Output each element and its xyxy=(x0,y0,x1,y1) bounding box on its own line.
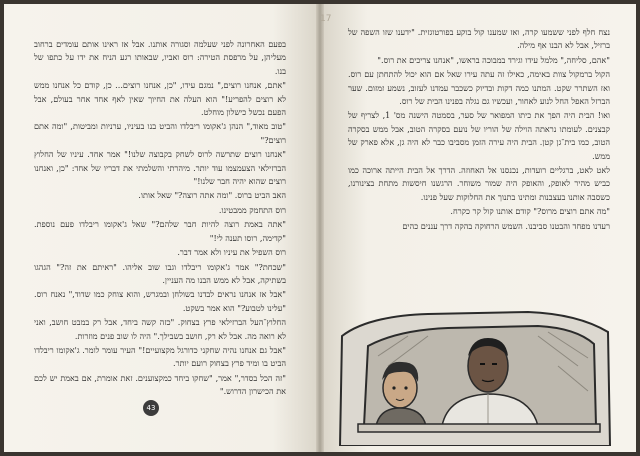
paragraph: "אתם, אנחנו רוצים," נמגם עידו, "כן, אנחנו רוצים... כן, קודם כל אנחנו ממש לא רוצים להפריע!" הוא העלה את החיוך שאין לאף אחד אחר בעולם, אבל הפעם נכשל כישלון מוחלט. xyxy=(34,80,286,118)
left-page xyxy=(4,4,320,452)
paragraph: בפעם האחרונה לפני שעלמה וסגורה אותנו. אבל אז ראינו אותם עומדים ברחוב מעליהן, על מרפסת הטירה: רוס ואביו, שבאותו רגע הניח את ידו על כתפו של בנו. xyxy=(34,39,286,76)
paragraph: לאט לאט, ברגליים רועדות, נכנסנו אל האחוזה. הדרך אל הבית הייתה ארוכה כמו כביש מהיר לאופק, והאופק היה שמור משוחר. הרגשנו חיסשות מתחת בצינורנו, כשסבה אותנו בעצבנות ומתינו בתנוך את החלוקות שעל פנינו. xyxy=(348,165,610,202)
paragraph: רעדנו מפחד והבטנו סביבנו. השמש הרחוקה בהקה דרך עננים כהים xyxy=(402,220,610,231)
paragraph: רוס התחמק ממבטינו. xyxy=(218,204,286,215)
paragraph: "אבל אז אנחנו נראים לבדנו בשולחן ובמגרש, והוא צוחק כמו שדוד," נאנח רוס. "עלינו לטבוע?" הוא אמר בשקט. xyxy=(34,289,286,313)
book-gutter xyxy=(316,4,324,452)
paragraph: "אהם, סליחה," מלמל עידו וגירד במבוכה בראשו, "אנחנו צריכים את רוס." xyxy=(377,54,610,65)
paragraph: האב הביט ברוס. "ומה אתה רוצה?" שאל אותו. xyxy=(138,190,286,201)
paragraph: "מה אתם רוצים מרוס?" קודם אותנו קול קר כקרח. xyxy=(450,206,610,217)
paragraph: ואו! הבית היה הפך את כיתו המפואר של סער, בסמטה הישנה מס' 1, לצריף של קבצנים. לעומתו נראתה הוילה של הוריו של נועם בסקרה הטוב, אבל ממש בסקרה הטוב, כמו בית־גן קטן. הבית היה עירה הזמן מסביבו כבר לא היה גן, אלא פארק של ממש. xyxy=(348,110,610,161)
paragraph: הקול ברמקול צוות באימה, כאילו זה עתה עירו שאל אם הוא יכול להתחתן עם רוס. ואז השתרר שקט. המתנו כמה דקות ובדיוק כשכבר עמדנו לעזוב, נשמע זמזום. שער הברזל האפל החל לנוע לאחור, ועכשיו גם נגלה בפנינו הבית של רוס. xyxy=(348,69,610,107)
paragraph: החלוץ־העל הברזילאי פרץ בצחוק. "כזה קשה ביחד, אבל רק במבט חושב, ואני לא רואה מה. אבל לא רק, חושב בשבילך." היה לו שוב פנים מוזרות. xyxy=(34,317,286,341)
pencil-mark: 17 xyxy=(320,14,332,24)
paragraph: רוס השפיל את עיניו ולא אמר דבר. xyxy=(177,247,286,258)
car-window-illustration xyxy=(338,296,614,446)
paragraph: "אנחנו רוצים שתרשה לרוס לשחק בקבוצה שלנו!" אמר אחד. עיניו של החלוץ הברזילאי הצעמצמו עוד יותר. מיהרתי והשלמתי את דבריו של אחד: "כן, ואנחנו רוצים שהוא יהיה חבר שלנו!" xyxy=(34,149,286,187)
paragraph: "טוב מאוד," הנהן ג'אקומו ריבלדו והביט בנו בעיניו, ערניות ומביטות, "ומה אתם רוצים?" xyxy=(34,121,286,145)
paragraph: "אבל גם אנחנו נהיה שחקני כדורגל מקצועיים!" העיר עומר לומר. ג'אקומו ריבלדו הביט בו ומיד פרץ בצחוק רועם יותר. xyxy=(34,344,286,369)
page-number-badge: 43 xyxy=(143,400,159,416)
paragraph: "שכחת?" אמר ג'אקומו ריבלדו וגבו שוב אליהו. "ראיתם את זה?" הגהגו בשתיקה, אבל לא ממש הבנו מה העניין. xyxy=(34,261,286,285)
left-page-text xyxy=(34,38,286,399)
right-page-text xyxy=(348,26,610,233)
paragraph: נצח חלף לפני ששמעו קרה, ואז שמענו קול בוקע בפורטוגזית. "ידענו שזו השפה של ברזיל, אבל לא הבנו אף מילה. xyxy=(348,27,610,51)
paragraph: "זה הכל בסדר," אמר, "שחקו ביחד כמקצוענים. זאת אומרת, אם באמת יש לכם את הכישרון הדרוש." xyxy=(34,372,286,397)
paragraph: "אתה באמת רוצה להיות חבר שלהם?" שאל ג'אקומו ריבלדו פעם נוספת. "קדימה, רוסו תענה לי!" xyxy=(34,219,286,243)
